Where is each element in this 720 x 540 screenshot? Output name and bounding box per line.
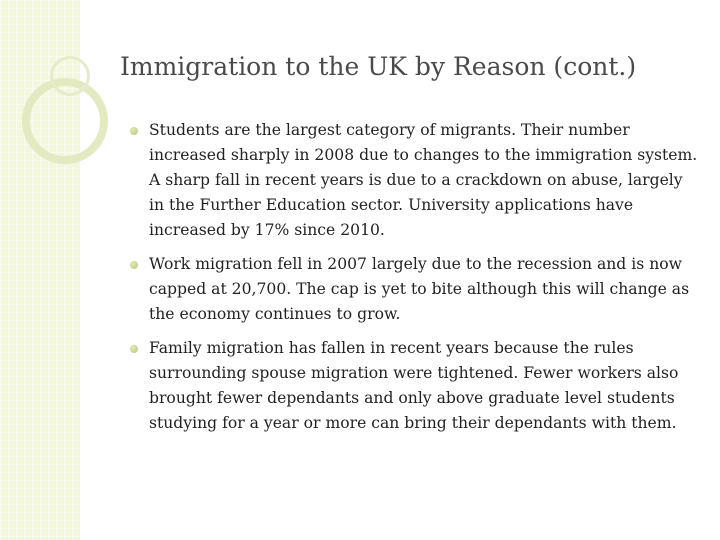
bullet-dot-icon bbox=[130, 261, 138, 269]
bullet-item-students bbox=[130, 118, 700, 243]
bullet-dot-icon bbox=[130, 127, 138, 135]
slide-title: Immigration to the UK by Reason (cont.) bbox=[120, 52, 637, 81]
bullet-item-work bbox=[130, 252, 700, 327]
bullet-item-family bbox=[130, 336, 700, 436]
bullet-text: Family migration has fallen in recent years because the rules surrounding spouse migration were tightened. Fewer workers also brought fewer dependants and only above graduate level students studying for a year or more can bring their dependants with them. bbox=[149, 339, 679, 432]
decorative-circle-small bbox=[50, 56, 90, 96]
bullet-dot-icon bbox=[130, 345, 138, 353]
bullet-text: Work migration fell in 2007 largely due to the recession and is now capped at 20,700. The cap is yet to bite although this will change as the economy continues to grow. bbox=[149, 255, 690, 323]
bullet-text: Students are the largest category of migrants. Their number increased sharply in 2008 due to changes to the immigration system. A sharp fall in recent years is due to a crackdown on abuse, largely in the Further Education sector. University applications have increased by 17% since 2010. bbox=[149, 121, 698, 239]
bullet-list bbox=[130, 118, 700, 445]
